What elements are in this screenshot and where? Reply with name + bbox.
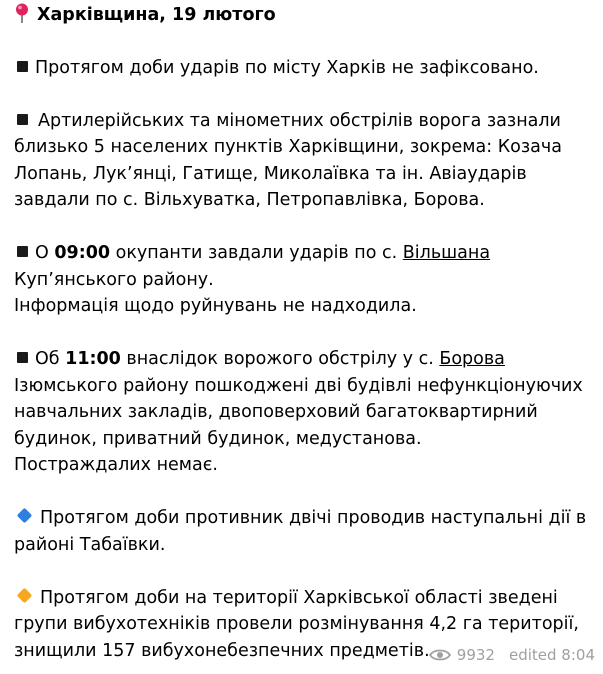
view-count: 9932 — [456, 645, 495, 664]
paragraph-4-line2: Постраждалих немає. — [14, 455, 218, 475]
title-text: Харківщина, 19 лютого — [37, 5, 276, 25]
paragraph-4-middle: внаслідок ворожого обстрілу у с. — [120, 349, 440, 369]
black-square-icon — [17, 246, 28, 257]
link-vilshana[interactable]: Вільшана — [402, 243, 491, 263]
message-title — [14, 2, 589, 29]
blue-diamond-icon — [17, 508, 33, 524]
black-square-icon — [17, 61, 28, 72]
paragraph-2-text: Артилерійських та мінометних обстрілів ворога зазнали близько 5 населених пунктів Харківщини, зокрема: Козача Лопань, Лук’янці, Гатище, Миколаївка та ін. Авіаударів завдали по с. Вільхуватка, Петропавлівка, Борова. — [14, 110, 562, 210]
paragraph-3 — [14, 240, 589, 320]
paragraph-3-suffix: Куп’янського району. — [14, 269, 214, 290]
paragraph-5-text: Протягом доби противник двічі проводив наступальні дії в районі Табаївки. — [14, 508, 587, 555]
paragraph-3-line2: Інформація щодо руйнувань не надходила. — [14, 296, 417, 316]
round-pushpin-icon — [14, 3, 30, 23]
paragraph-2 — [14, 108, 589, 214]
paragraph-1-text: Протягом доби ударів по місту Харків не зафіксовано. — [35, 57, 539, 78]
orange-diamond-icon — [17, 587, 33, 603]
paragraph-3-middle: окупанти завдали ударів по с. — [110, 243, 403, 263]
paragraph-4-prefix: Об — [35, 349, 66, 369]
paragraph-6-text: Протягом доби на території Харківської області зведені групи вибухотехніків провели розмінування 4,2 га території, знищили 157 вибухонебезпечних предметів. — [14, 587, 579, 661]
eye-icon — [429, 648, 451, 662]
message-footer — [429, 642, 595, 669]
paragraph-1 — [14, 55, 589, 82]
paragraph-4-suffix: Ізюмського району пошкоджені дві будівлі нефункціонуючих навчальних закладів, двоповерховий багатоквартирний будинок, приватний будинок, медустанова. — [14, 375, 583, 449]
paragraph-5 — [14, 505, 589, 558]
edited-time: edited 8:04 — [508, 645, 595, 664]
link-borova[interactable]: Борова — [439, 349, 505, 369]
paragraph-3-time: 09:00 — [54, 243, 111, 263]
paragraph-3-prefix: О — [35, 243, 55, 263]
black-square-icon — [17, 352, 28, 363]
black-square-icon — [17, 114, 28, 125]
paragraph-4-time: 11:00 — [65, 349, 121, 369]
paragraph-4 — [14, 346, 589, 479]
